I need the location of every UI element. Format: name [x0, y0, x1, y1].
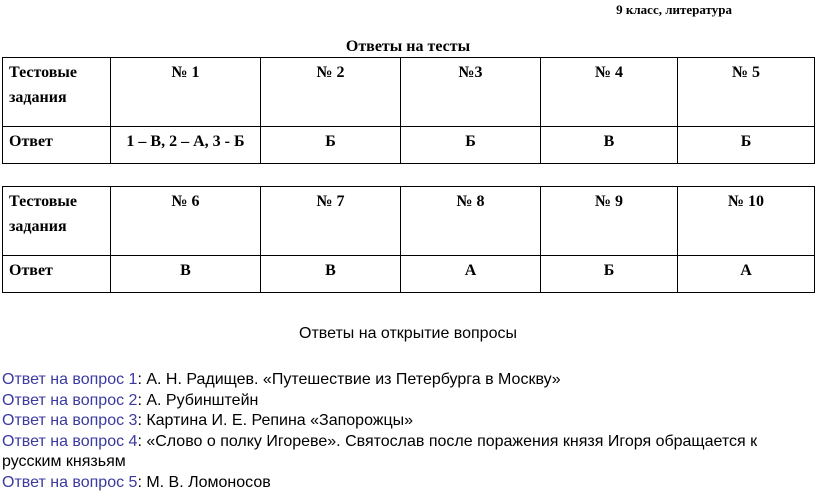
task-number-cell: № 4 [541, 58, 678, 127]
answer-text: : «Слово о полку Игореве». Святослав после поражения князя Игоря обращается к русским князьям [2, 432, 758, 470]
open-answer-item [2, 432, 814, 473]
task-number-cell: №3 [401, 58, 541, 127]
answer-cell: Б [678, 127, 815, 164]
question-label: Ответ на вопрос 2 [2, 391, 138, 409]
answer-cell: В [111, 256, 261, 293]
task-number-cell: № 8 [401, 187, 541, 256]
class-subject-label: 9 класс, литература [616, 2, 732, 17]
answer-cell: Б [401, 127, 541, 164]
page-title: Ответы на тесты [345, 38, 471, 55]
question-label: Ответ на вопрос 3 [2, 412, 138, 429]
question-label: Ответ на вопрос 4 [2, 432, 138, 450]
open-questions-title: Ответы на открытие вопросы [299, 325, 517, 342]
row-label-answer: Ответ [3, 127, 111, 164]
table-row-answers [3, 127, 815, 164]
task-number-cell: № 1 [111, 58, 261, 127]
table-row-tasks [3, 187, 815, 256]
answer-text: : А. Н. Радищев. «Путешествие из Петербурга в Москву» [137, 371, 561, 388]
open-answer-item [2, 391, 814, 412]
task-number-cell: № 9 [541, 187, 678, 256]
open-answer-item [2, 411, 814, 432]
answers-table-1 [2, 57, 815, 164]
task-number-cell: № 10 [678, 187, 815, 256]
table-row-tasks [3, 58, 815, 127]
answer-cell: А [401, 256, 541, 293]
table-row-answers [3, 256, 815, 293]
row-label-tasks: Тестовые задания [3, 187, 111, 256]
task-number-cell: № 5 [678, 58, 815, 127]
answers-table-2 [2, 186, 815, 293]
answer-cell: В [261, 256, 401, 293]
answer-text: : М. В. Ломоносов [137, 473, 271, 491]
task-number-cell: № 6 [111, 187, 261, 256]
answer-text: : А. Рубинштейн [137, 391, 259, 409]
task-number-cell: № 7 [261, 187, 401, 256]
row-label-answer: Ответ [3, 256, 111, 293]
answer-text: : Картина И. Е. Репина «Запорожцы» [137, 412, 414, 429]
question-label: Ответ на вопрос 1 [2, 371, 138, 388]
open-answers-list [2, 370, 814, 493]
row-label-tasks: Тестовые задания [3, 58, 111, 127]
answer-cell: Б [261, 127, 401, 164]
answer-cell: А [678, 256, 815, 293]
open-answer-item [2, 473, 814, 494]
answer-cell: Б [541, 256, 678, 293]
task-number-cell: № 2 [261, 58, 401, 127]
answer-cell: 1 – В, 2 – А, 3 - Б [111, 127, 261, 164]
question-label: Ответ на вопрос 5 [2, 473, 138, 491]
answer-cell: В [541, 127, 678, 164]
open-answer-item [2, 370, 814, 391]
